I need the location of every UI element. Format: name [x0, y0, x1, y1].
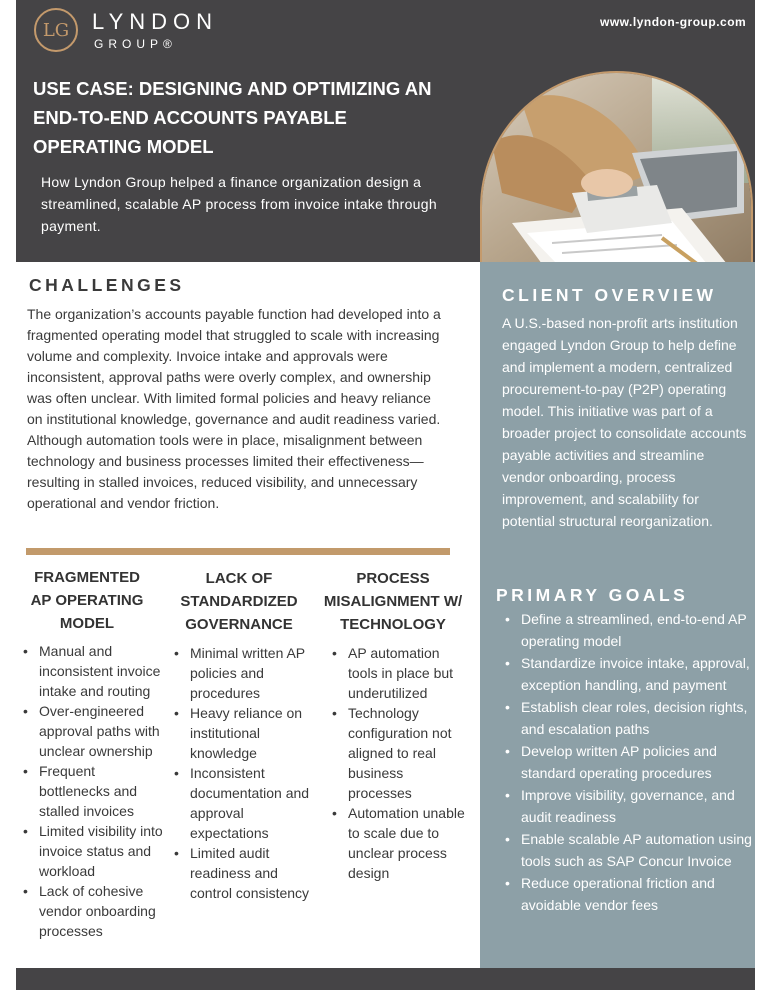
list-item: • Minimal written AP policies and procedures — [174, 643, 316, 703]
list-item: • Establish clear roles, decision rights, and escalation paths — [502, 696, 754, 740]
challenges-text: The organization’s accounts payable function had developed into a fragmented operating model that struggled to scale with increasing volume and complexity. Invoice intake and approvals were inconsistent, approval paths were overly complex, and ownership was often unclear. With limited formal policies and heavy reliance on institutional knowledge, governance and audit readiness varied. Although automation tools were in place, misalignment between technology and business processes limited their effectiveness—resulting in stalled invoices, reduced visibility, and unnecessary operational and vendor friction. — [27, 306, 441, 511]
list-item: • Automation unable to scale due to unclear process design — [332, 803, 468, 883]
list-item: • AP automation tools in place but underutilized — [332, 643, 468, 703]
list-item: • Reduce operational friction and avoidable vendor fees — [502, 872, 754, 916]
challenges-heading: CHALLENGES — [29, 275, 185, 295]
list-item: • Inconsistent documentation and approval expectations — [174, 763, 316, 843]
column-list-technology — [332, 643, 468, 883]
list-item: • Develop written AP policies and standard operating procedures — [502, 740, 754, 784]
brand-name: LYNDON — [92, 9, 219, 34]
list-item: • Manual and inconsistent invoice intake and routing — [23, 641, 163, 701]
website-link[interactable]: www.lyndon-group.com — [600, 15, 747, 29]
column-heading-technology: PROCESS MISALIGNMENT W/ TECHNOLOGY — [323, 570, 463, 633]
logo-mark — [34, 8, 78, 52]
column-heading-governance: LACK OF STANDARDIZED GOVERNANCE — [180, 570, 298, 633]
column-list-fragmented — [23, 641, 163, 941]
list-item: • Limited audit readiness and control consistency — [174, 843, 316, 903]
column-list-governance — [174, 643, 316, 903]
client-overview-text: A U.S.-based non-profit arts institution engaged Lyndon Group to help define and implement a modern, centralized procurement-to-pay (P2P) operating model. This initiative was part of a broader project to consolidate accounts payable activities and streamline vendor onboarding, process improvement, and scalability for potential structural reorganization. — [502, 315, 747, 529]
list-item: • Define a streamlined, end-to-end AP operating model — [502, 608, 754, 652]
column-heading-fragmented: FRAGMENTED AP OPERATING MODEL — [30, 569, 144, 632]
list-item: • Lack of cohesive vendor onboarding processes — [23, 881, 163, 941]
list-item: • Technology configuration not aligned to real business processes — [332, 703, 468, 803]
list-item: • Over-engineered approval paths with unclear ownership — [23, 701, 163, 761]
logo-monogram: LG — [42, 19, 70, 41]
divider — [26, 548, 450, 555]
list-item: • Improve visibility, governance, and audit readiness — [502, 784, 754, 828]
list-item: • Standardize invoice intake, approval, exception handling, and payment — [502, 652, 754, 696]
page-subtitle: How Lyndon Group helped a finance organization design a streamlined, scalable AP process from invoice intake through payment. — [41, 174, 437, 234]
client-overview-heading: CLIENT OVERVIEW — [502, 285, 717, 305]
list-item: • Limited visibility into invoice status and workload — [23, 821, 163, 881]
brand-subtitle: GROUP® — [94, 37, 177, 51]
primary-goals-heading: PRIMARY GOALS — [496, 585, 689, 605]
footer-band — [16, 968, 755, 990]
list-item: • Frequent bottlenecks and stalled invoices — [23, 761, 163, 821]
list-item: • Enable scalable AP automation using tools such as SAP Concur Invoice — [502, 828, 754, 872]
page-title: USE CASE: DESIGNING AND OPTIMIZING AN END-TO-END ACCOUNTS PAYABLE OPERATING MODEL — [33, 78, 432, 157]
list-item: • Heavy reliance on institutional knowledge — [174, 703, 316, 763]
primary-goals-list — [502, 608, 754, 916]
